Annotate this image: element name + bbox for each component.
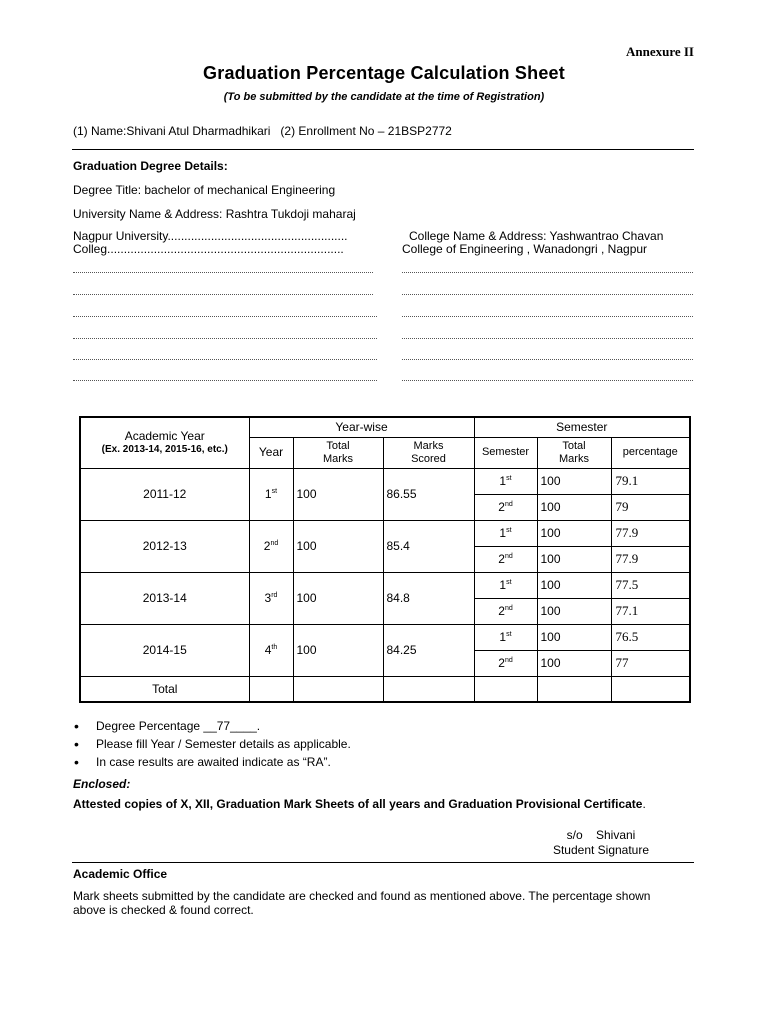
semester-total-cell: 100 bbox=[537, 520, 611, 546]
enclosed-period: . bbox=[642, 797, 646, 811]
col-total-marks-line2: Marks bbox=[323, 452, 353, 465]
blank-line bbox=[402, 338, 693, 339]
semester-suffix: nd bbox=[504, 657, 513, 664]
university-name-line1: University Name & Address: Rashtra Tukdoji maharaj bbox=[73, 207, 356, 221]
enclosed-line bbox=[73, 797, 646, 811]
academic-year-cell: 2011-12 bbox=[80, 468, 249, 520]
academic-office-heading: Academic Office bbox=[73, 867, 168, 881]
semester-total-cell: 100 bbox=[537, 572, 611, 598]
total-scored-cell bbox=[383, 676, 474, 702]
year-cell bbox=[249, 572, 293, 624]
annexure-label: Annexure II bbox=[625, 44, 694, 59]
total-percentage-cell bbox=[611, 676, 690, 702]
semester-group-header: Semester bbox=[474, 417, 690, 437]
total-label-cell: Total bbox=[80, 676, 249, 702]
semester-total-cell: 100 bbox=[537, 650, 611, 676]
col-total-marks-header bbox=[293, 437, 383, 468]
col-marks-scored-line1: Marks bbox=[413, 439, 444, 452]
semester-suffix: nd bbox=[504, 501, 513, 508]
semester-percentage-cell: 77.1 bbox=[611, 598, 690, 624]
semester-total-cell: 100 bbox=[537, 624, 611, 650]
signature-label: Student Signature bbox=[552, 843, 650, 857]
academic-year-cell: 2013-14 bbox=[80, 572, 249, 624]
marks-table bbox=[79, 416, 691, 703]
blank-line bbox=[402, 294, 693, 295]
semester-number: 1 bbox=[499, 578, 507, 592]
blank-line bbox=[402, 359, 693, 360]
semester-percentage-cell: 79.1 bbox=[611, 468, 690, 494]
university-name-line3: Colleg....................................................................... bbox=[73, 242, 344, 256]
academic-year-label: Academic Year bbox=[124, 428, 205, 443]
col-sem-total-line2: Marks bbox=[559, 452, 589, 465]
blank-line bbox=[73, 359, 377, 360]
semester-suffix: st bbox=[506, 579, 512, 586]
blank-line bbox=[73, 316, 377, 317]
total-marks-cell bbox=[293, 676, 383, 702]
degree-title: Degree Title: bachelor of mechanical Engineering bbox=[73, 183, 336, 197]
semester-number: 2 bbox=[498, 604, 505, 618]
semester-cell bbox=[474, 494, 537, 520]
blank-line bbox=[402, 380, 693, 381]
semester-suffix: st bbox=[506, 475, 512, 482]
semester-total-cell: 100 bbox=[537, 468, 611, 494]
semester-number: 2 bbox=[498, 552, 505, 566]
signature-name: s/o Shivani bbox=[566, 828, 636, 842]
semester-percentage-cell: 77.9 bbox=[611, 520, 690, 546]
semester-number: 2 bbox=[498, 500, 505, 514]
year-total-cell: 100 bbox=[293, 572, 383, 624]
page-title: Graduation Percentage Calculation Sheet bbox=[203, 63, 565, 83]
note-fill-details: • Please fill Year / Semester details as applicable. bbox=[72, 735, 351, 753]
semester-number: 2 bbox=[498, 656, 505, 670]
note-results-awaited: • In case results are awaited indicate as “RA”. bbox=[72, 753, 351, 771]
candidate-name-enrollment: (1) Name:Shivani Atul Dharmadhikari (2) Enrollment No – 21BSP2772 bbox=[73, 124, 452, 138]
academic-year-cell: 2012-13 bbox=[80, 520, 249, 572]
semester-number: 1 bbox=[499, 526, 507, 540]
degree-details-heading: Graduation Degree Details: bbox=[73, 159, 228, 173]
year-total-cell: 100 bbox=[293, 624, 383, 676]
semester-cell bbox=[474, 598, 537, 624]
blank-line bbox=[73, 380, 377, 381]
academic-year-cell: 2014-15 bbox=[80, 624, 249, 676]
year-scored-cell: 84.25 bbox=[383, 624, 474, 676]
year-number: 1 bbox=[264, 487, 272, 501]
semester-cell bbox=[474, 520, 537, 546]
semester-percentage-cell: 77 bbox=[611, 650, 690, 676]
college-name-line2: College of Engineering , Wanadongri , Nagpur bbox=[402, 242, 648, 256]
semester-total-cell: 100 bbox=[537, 494, 611, 520]
enclosed-text: Attested copies of X, XII, Graduation Mark Sheets of all years and Graduation Provisional Certificate bbox=[73, 797, 643, 811]
academic-year-header bbox=[80, 417, 249, 468]
year-number: 3 bbox=[264, 591, 272, 605]
year-suffix: st bbox=[271, 488, 278, 495]
blank-line bbox=[402, 272, 693, 273]
year-scored-cell: 84.8 bbox=[383, 572, 474, 624]
col-semester-header: Semester bbox=[474, 437, 537, 468]
semester-percentage-cell: 76.5 bbox=[611, 624, 690, 650]
total-semester-cell bbox=[474, 676, 537, 702]
college-name-line1: College Name & Address: Yashwantrao Chavan bbox=[409, 229, 664, 243]
semester-cell bbox=[474, 572, 537, 598]
semester-percentage-cell: 77.9 bbox=[611, 546, 690, 572]
total-year-cell bbox=[249, 676, 293, 702]
semester-total-cell: 100 bbox=[537, 598, 611, 624]
year-scored-cell: 86.55 bbox=[383, 468, 474, 520]
notes-list bbox=[72, 717, 351, 771]
enclosed-label: Enclosed: bbox=[73, 777, 131, 791]
year-cell bbox=[249, 520, 293, 572]
semester-suffix: st bbox=[506, 631, 512, 638]
academic-office-text-line1: Mark sheets submitted by the candidate are checked and found as mentioned above. The percentage shown bbox=[73, 889, 651, 903]
year-scored-cell: 85.4 bbox=[383, 520, 474, 572]
semester-suffix: nd bbox=[504, 605, 513, 612]
total-sem-marks-cell bbox=[537, 676, 611, 702]
academic-year-example: (Ex. 2013-14, 2015-16, etc.) bbox=[101, 443, 228, 455]
year-suffix: th bbox=[271, 644, 278, 651]
academic-office-text-line2: above is checked & found correct. bbox=[73, 903, 254, 917]
semester-cell bbox=[474, 468, 537, 494]
col-percentage-header: percentage bbox=[611, 437, 690, 468]
yearwise-header: Year-wise bbox=[249, 417, 474, 437]
semester-cell bbox=[474, 624, 537, 650]
blank-line bbox=[402, 316, 693, 317]
semester-suffix: nd bbox=[504, 553, 513, 560]
year-cell bbox=[249, 468, 293, 520]
semester-percentage-cell: 77.5 bbox=[611, 572, 690, 598]
divider bbox=[72, 149, 694, 150]
col-year-header: Year bbox=[249, 437, 293, 468]
blank-line bbox=[73, 272, 373, 273]
blank-line bbox=[73, 294, 373, 295]
year-suffix: nd bbox=[270, 540, 279, 547]
page-subtitle: (To be submitted by the candidate at the time of Registration) bbox=[223, 91, 545, 103]
year-number: 2 bbox=[263, 539, 271, 553]
col-total-marks-line1: Total bbox=[326, 439, 350, 452]
semester-suffix: st bbox=[506, 527, 512, 534]
university-name-line2: Nagpur University...................................................... bbox=[73, 229, 348, 243]
col-sem-total-line1: Total bbox=[562, 439, 586, 452]
year-number: 4 bbox=[264, 643, 272, 657]
year-cell bbox=[249, 624, 293, 676]
col-sem-total-header bbox=[537, 437, 611, 468]
note-degree-percentage: • Degree Percentage __77____. bbox=[72, 717, 351, 735]
semester-number: 1 bbox=[499, 474, 507, 488]
year-total-cell: 100 bbox=[293, 520, 383, 572]
semester-total-cell: 100 bbox=[537, 546, 611, 572]
semester-number: 1 bbox=[499, 630, 507, 644]
col-marks-scored-line2: Scored bbox=[411, 452, 446, 465]
divider bbox=[72, 862, 694, 863]
semester-cell bbox=[474, 546, 537, 572]
col-marks-scored-header bbox=[383, 437, 474, 468]
year-suffix: rd bbox=[271, 592, 278, 599]
semester-percentage-cell: 79 bbox=[611, 494, 690, 520]
year-total-cell: 100 bbox=[293, 468, 383, 520]
blank-line bbox=[73, 338, 377, 339]
semester-cell bbox=[474, 650, 537, 676]
